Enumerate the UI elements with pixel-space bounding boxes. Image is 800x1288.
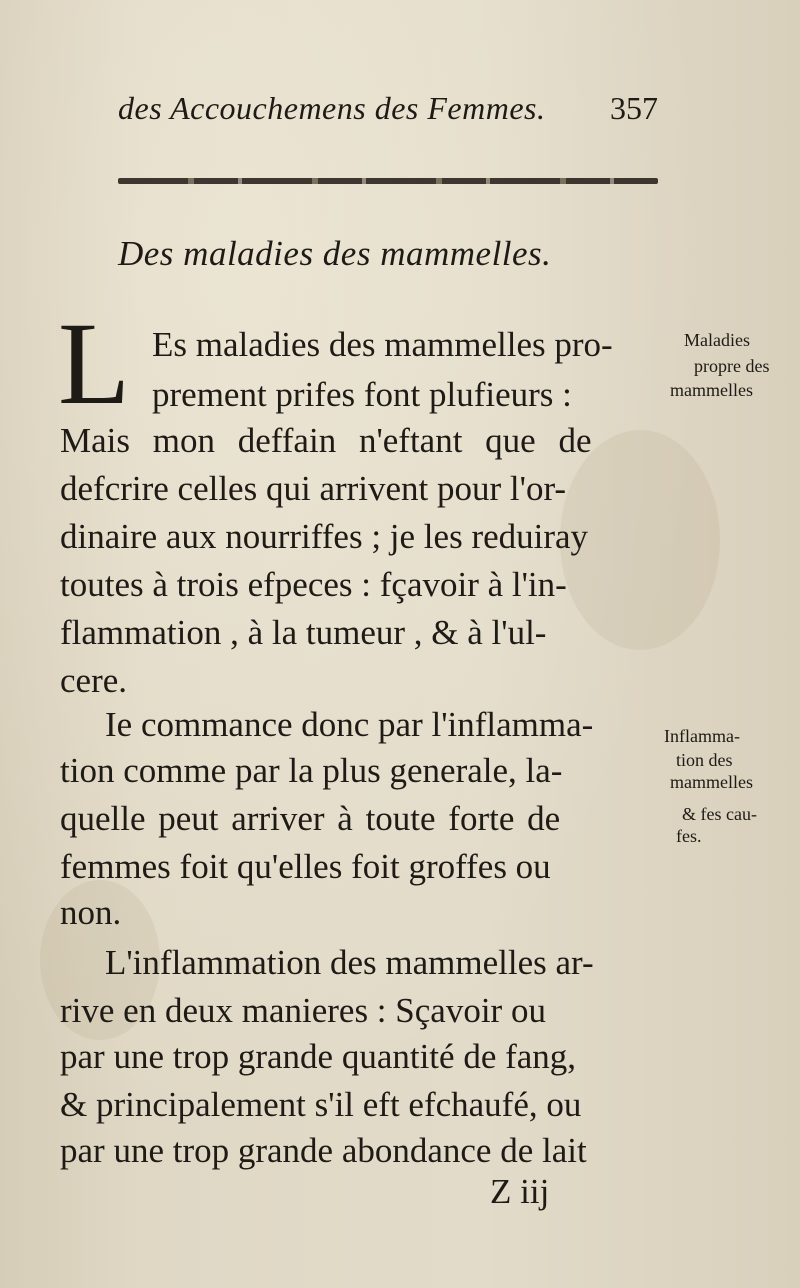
text-line: par une trop grande abondance de lait <box>60 1131 587 1170</box>
text-line: par une trop grande quantité de fang, <box>60 1037 577 1076</box>
text-line: tion comme par la plus generale, la- <box>60 751 563 790</box>
margin-note: mammelles <box>670 772 753 792</box>
ornamental-rule <box>118 178 658 184</box>
text-line: Ie commance donc par l'inflamma- <box>105 705 594 744</box>
text-line: L'inflammation des mammelles ar- <box>105 943 594 982</box>
margin-note: & fes cau- <box>682 804 757 824</box>
running-title: des Accouchemens des Femmes. <box>118 90 546 126</box>
section-title: Des maladies des mammelles. <box>118 234 552 273</box>
text-line: & principalement s'il eft efchaufé, ou <box>60 1085 582 1124</box>
text-line: non. <box>60 893 122 932</box>
text-line: Es maladies des mammelles pro- <box>152 325 613 364</box>
margin-note: Maladies <box>684 330 750 350</box>
margin-note: propre des <box>694 356 770 376</box>
text-line: quelle peut arriver à toute forte de <box>60 799 561 838</box>
text-line: Mais mon deffain n'eftant que de <box>60 421 592 460</box>
margin-note: fes. <box>676 826 702 846</box>
page-header <box>118 90 658 140</box>
text-line: cere. <box>60 661 128 700</box>
text-line: prement prifes font plufieurs : <box>152 375 572 414</box>
text-line: rive en deux manieres : Sçavoir ou <box>60 991 546 1030</box>
text-line: dinaire aux nourriffes ; je les reduiray <box>60 517 589 556</box>
text-line: femmes foit qu'elles foit groffes ou <box>60 847 551 886</box>
drop-cap: L <box>58 298 131 429</box>
margin-note: tion des <box>676 750 733 770</box>
margin-note: Inflamma- <box>664 726 740 746</box>
text-line: flammation , à la tumeur , & à l'ul- <box>60 613 547 652</box>
margin-note: mammelles <box>670 380 753 400</box>
text-line: defcrire celles qui arrivent pour l'or- <box>60 469 567 508</box>
text-line: toutes à trois efpeces : fçavoir à l'in- <box>60 565 567 604</box>
signature-mark: Z iij <box>490 1172 550 1211</box>
page-number: 357 <box>610 90 658 126</box>
